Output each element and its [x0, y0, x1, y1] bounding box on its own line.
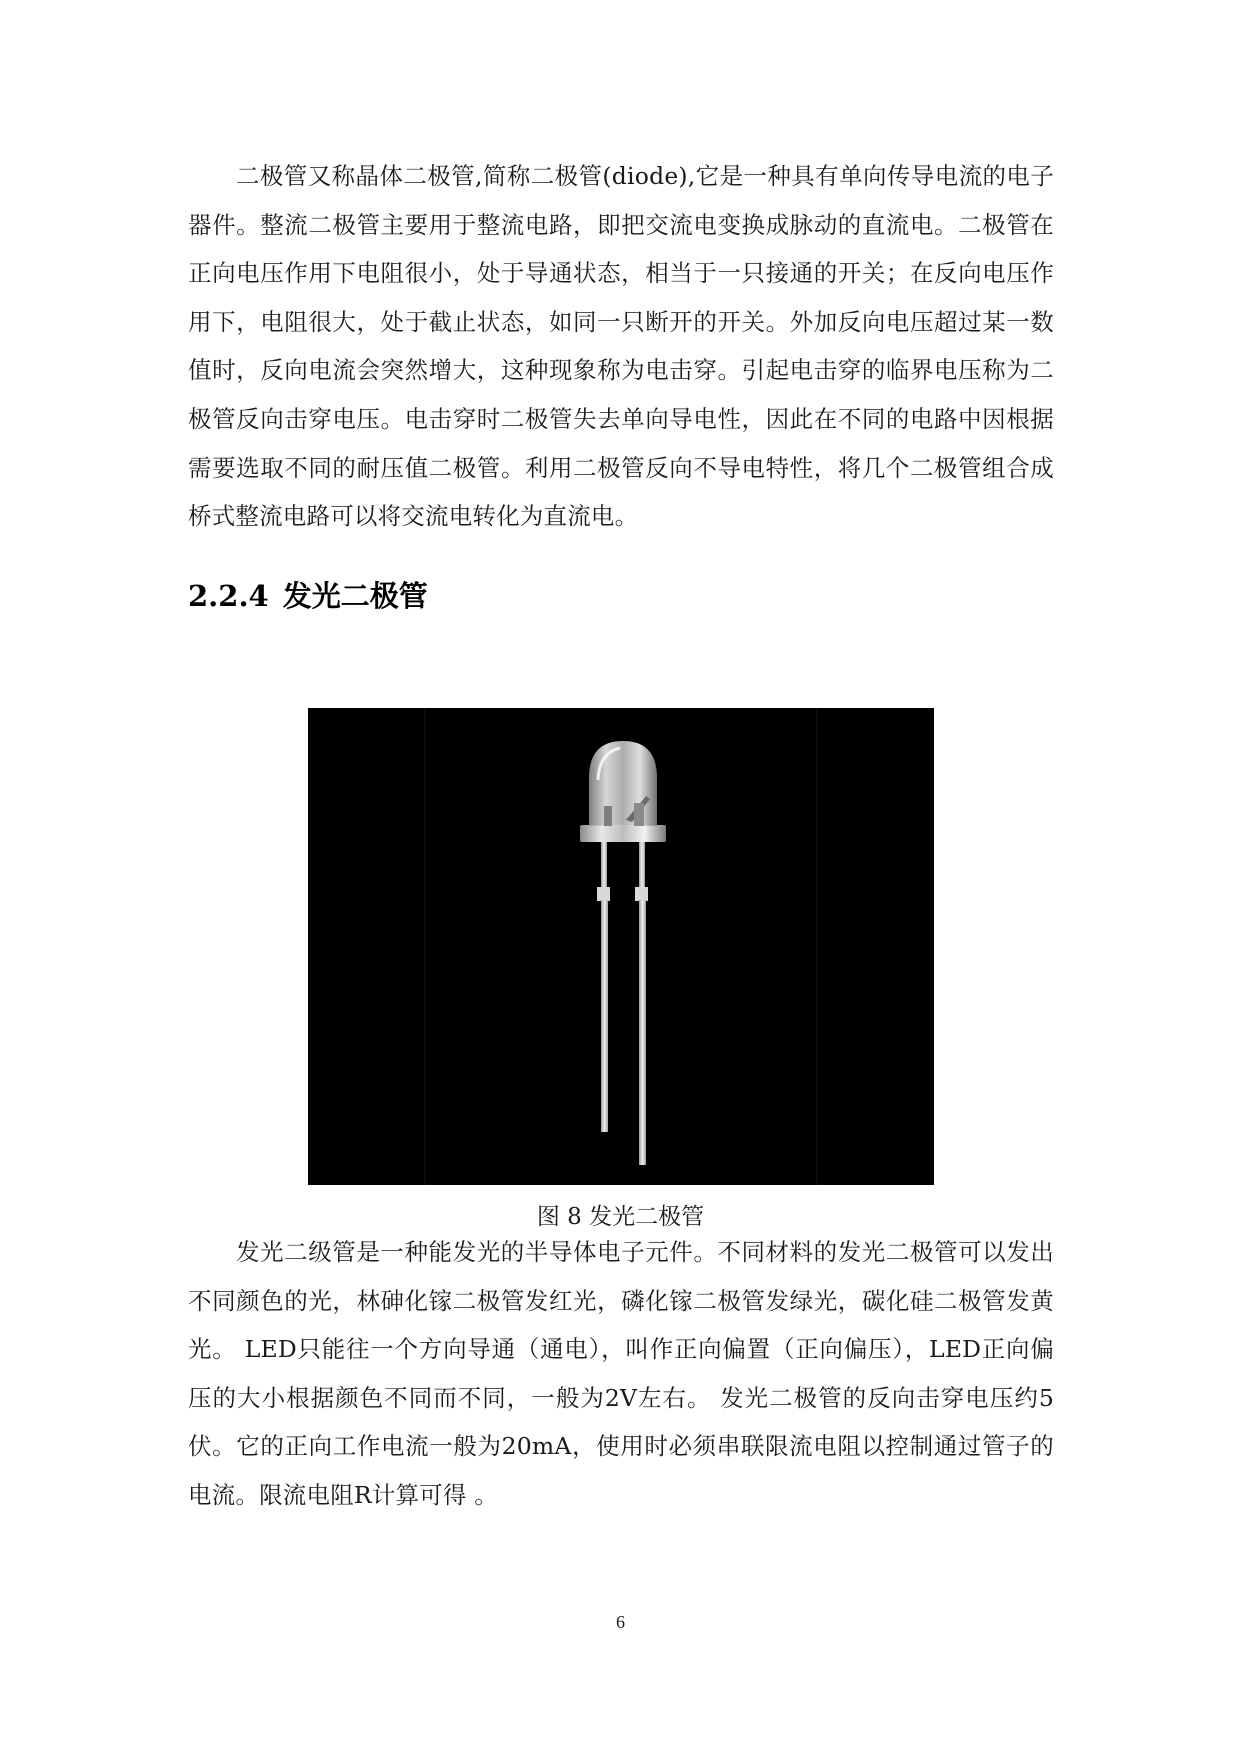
figure-caption: 图 8 发光二极管 — [536, 1204, 705, 1230]
led-flange — [580, 825, 666, 842]
led-dome — [589, 741, 657, 826]
paragraph-diode-intro: 二极管又称晶体二极管,简称二极管(diode),它是一种具有单向传导电流的电子器件。整流二极管主要用于整流电路，即把交流电变换成脉动的直流电。二极管在正向电压作用下电阻很小，处于导通状态，相当于一只接通的开关；在反向电压作用下，电阻很大，处于截止状态，如同一只断开的开关。外加反向电压超过某一数值时，反向电流会突然增大，这种现象称为电击穿。引起电击穿的临界电压称为二极管反向击穿电压。电击穿时二极管失去单向导电性，因此在不同的电路中因根据需要选取不同的耐压值二极管。利用二极管反向不导电特性，将几个二极管组合成桥式整流电路可以将交流电转化为直流电。 — [188, 162, 1054, 531]
section-title: 发光二极管 — [282, 579, 428, 613]
paragraph-led-description: 发光二级管是一种能发光的半导体电子元件。不同材料的发光二极管可以发出不同颜色的光，林砷化镓二极管发红光，磷化镓二极管发绿光，碳化硅二极管发黄光。 LED只能往一个方向导通（通电），叫作正向偏置（正向偏压），LED正向偏压的大小根据颜色不同而不同，一般为2V左右。 发光二极管的反向击穿电压约5伏。它的正向工作电流一般为20mA，使用时必须串联限流电阻以控制通过管子的电流。限流电阻R计算可得 。 — [188, 1238, 1054, 1509]
page-number: 6 — [616, 1612, 625, 1632]
led-illustration — [308, 708, 934, 1185]
led-photo — [308, 708, 934, 1185]
section-number: 2.2.4 — [188, 579, 269, 613]
section-heading — [188, 574, 428, 615]
